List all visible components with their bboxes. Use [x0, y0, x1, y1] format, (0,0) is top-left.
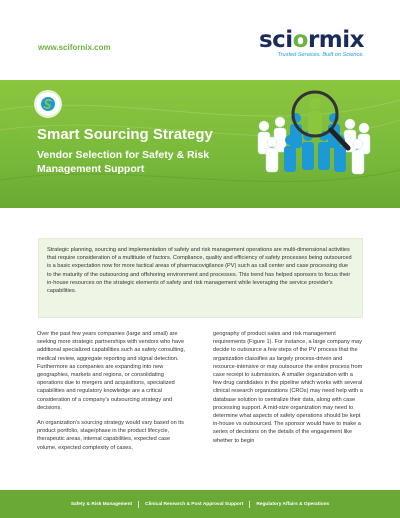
footer-item-clinical[interactable]: Clinical Research & Post Approval Support	[145, 501, 244, 507]
logo-text-sci: sci	[258, 27, 293, 53]
logo-text-o: o	[292, 27, 308, 53]
intro-text: Strategic planning, sourcing and implementation of safety and risk management operations are multi-dimensional activities that require consideration of a multitude of factors. Compliance, quality and efficiency of safety processes being outsourced is a basic expectation now for more tactical areas of pharmacovigilance (PV) such as call center and case processing due to the maturity of the outsourcing and offshoring environment and processes. This trend has helped sponsors to focus their in-house resources on the strategic elements of safety and risk management while leveraging the service provider's capabilities.	[47, 247, 352, 295]
website-url[interactable]: www.scifornix.com	[38, 43, 111, 52]
people-magnifier-illustration	[250, 78, 375, 180]
body-paragraph: geography of product sales and risk management requirements (Figure 1). For instance, a large company may decide to outsource a few steps of the PV process that the organization classifies as largely process-driven and resource-intensive or may outsource the entire process from case receipt to submission. A smaller organization with a few drug candidates in the pipeline which works with several clinical research organizations (CROs) may need help with a database solution to centralize their data, along with case processing support. A mid-size organization may need to determine what aspects of safety operations should be kept in-house vs outsourced. The sponsor would have to make a series of decisions on the details of the engagement like whether to begin	[213, 331, 363, 444]
body-paragraph: Over the past few years companies (large and small) are seeking more strategic partnerships with vendors who have additional specialized capabilities such as safety consulting, medical review, aggregate reporting and signal detection. Furthermore as companies are expanding into new geographies, markets and regions, or consolidating operations due to mergers and acquisitions, specialized capabilities and regulatory knowledge are a critical consideration of a company's outsourcing strategy and decisions.	[37, 331, 186, 411]
body-paragraph: An organization's sourcing strategy would vary based on its product portfolio, stage/phase in the product lifecycle, therapeutic areas, internal capabilities, expected case volume, expected complexity of cases,	[37, 420, 184, 451]
sciformix-logo	[249, 28, 364, 58]
footer-item-regulatory[interactable]: Regulatory Affairs & Operations	[256, 501, 330, 507]
body-column-left	[37, 330, 187, 459]
body-column-right	[213, 330, 363, 452]
page-subtitle: Vendor Selection for Safety & Risk Management Support	[37, 149, 210, 175]
logo-tagline: Trusted Services. Built on Science.	[277, 52, 364, 58]
footer-item-safety[interactable]: Safety & Risk Management	[70, 501, 133, 507]
logo-text-rmix: rmix	[307, 27, 364, 53]
page-title: Smart Sourcing Strategy	[37, 126, 213, 143]
swirl-s-icon	[40, 96, 56, 112]
logo-wordmark	[249, 28, 364, 52]
sciformix-emblem-icon	[34, 90, 62, 118]
intro-box	[38, 238, 363, 318]
footer-bar	[0, 490, 400, 518]
